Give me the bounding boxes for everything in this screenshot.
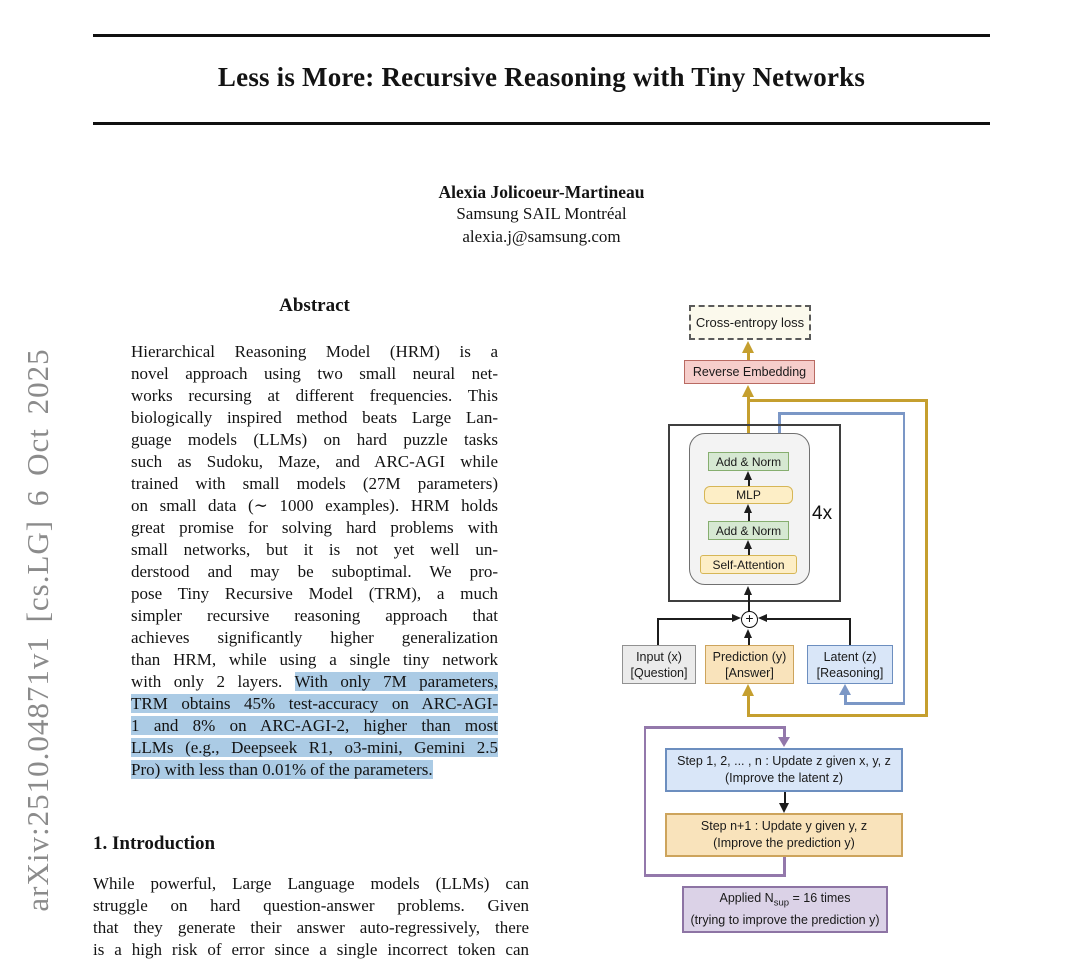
latent-label-line2: [Reasoning] [816, 665, 884, 680]
author-block [93, 181, 990, 248]
text-segment: achieves significantly higher generalization [131, 628, 498, 647]
input-label-line2: [Question] [630, 665, 688, 680]
text-line [131, 759, 498, 781]
highlighted-text: 1 and 8% on ARC-AGI-2, higher than most [131, 716, 498, 735]
applied-nsup-line2: (trying to improve the prediction y) [690, 912, 880, 927]
purple-line [644, 874, 786, 877]
text-segment: guage models (LLMs) on hard puzzle tasks [131, 430, 498, 449]
plus-symbol: + [745, 610, 754, 626]
arrow-up-to-prediction-icon [742, 684, 754, 696]
prediction-label-line1: Prediction (y) [712, 649, 787, 664]
text-line [131, 649, 498, 671]
latent-label-line1: Latent (z) [823, 649, 877, 664]
add-norm-bottom-box [708, 521, 789, 540]
latent-box [807, 645, 893, 684]
arrow-up-to-reverse-embedding-icon [742, 385, 754, 397]
applied-sub: sup [773, 897, 790, 909]
text-line [131, 693, 498, 715]
introduction-text [93, 873, 529, 961]
gold-line [747, 695, 750, 717]
plus-junction [741, 611, 758, 628]
arrow-step-z-to-step-y-icon [779, 803, 789, 813]
text-segment: derstood and may be suboptimal. We pro- [131, 562, 498, 581]
prediction-box [705, 645, 794, 684]
text-line [93, 917, 529, 939]
mlp-label: MLP [736, 488, 761, 502]
mlp-box [704, 486, 793, 504]
text-line [131, 561, 498, 583]
text-line [93, 939, 529, 961]
black-line [766, 618, 851, 620]
add-norm-bottom-label: Add & Norm [715, 523, 782, 538]
step-y-line1: Step n+1 : Update y given y, z [700, 819, 868, 833]
text-segment: such as Sudoku, Maze, and ARC-AGI while [131, 452, 498, 471]
text-line [131, 737, 498, 759]
add-norm-top-label: Add & Norm [715, 454, 782, 469]
black-line [849, 618, 851, 646]
step-z-line1: Step 1, 2, ... , n : Update z given x, y, z [677, 754, 891, 768]
reverse-embedding-box [684, 360, 815, 384]
text-segment: Hierarchical Reasoning Model (HRM) is a [131, 342, 498, 361]
author-affiliation: Samsung SAIL Montréal [456, 204, 627, 223]
self-attention-label: Self-Attention [712, 557, 785, 572]
text-line [131, 341, 498, 363]
top-rule [93, 34, 990, 37]
arxiv-watermark: arXiv:2510.04871v1 [cs.LG] 6 Oct 2025 [20, 348, 55, 912]
text-line [93, 895, 529, 917]
reverse-embedding-label: Reverse Embedding [692, 365, 807, 379]
repeat-4x-label: 4x [812, 503, 833, 524]
text-line [93, 873, 529, 895]
abstract-heading: Abstract [279, 295, 350, 316]
text-line [131, 583, 498, 605]
step-y-line2: (Improve the prediction y) [713, 836, 855, 850]
text-line [131, 495, 498, 517]
text-line [131, 451, 498, 473]
text-line [131, 671, 498, 693]
black-line [657, 618, 659, 646]
text-segment: that they generate their answer auto-regressively, there [93, 918, 529, 937]
arrow-loop-to-step-z-icon [778, 737, 790, 747]
text-segment: small networks, but it is not yet well un- [131, 540, 498, 559]
black-line [657, 618, 734, 620]
text-segment: than HRM, while using a single tiny network [131, 650, 498, 669]
text-line [131, 473, 498, 495]
purple-line [644, 726, 647, 876]
author-name: Alexia Jolicoeur-Martineau [438, 182, 645, 202]
gold-line [747, 714, 928, 717]
applied-pre: Applied N [719, 891, 774, 906]
applied-nsup-box [682, 886, 888, 933]
prediction-label-line2: [Answer] [725, 665, 774, 680]
arrow-addnorm-to-mlp-icon [744, 504, 752, 513]
applied-nsup-line1 [719, 890, 850, 912]
step-y-box [665, 813, 903, 857]
gold-line [747, 399, 928, 402]
page-title: Less is More: Recursive Reasoning with Tiny Networks [217, 62, 866, 92]
text-line [131, 407, 498, 429]
text-segment: great promise for solving hard problems with [131, 518, 498, 537]
add-norm-top-box [708, 452, 789, 471]
step-z-box [665, 748, 903, 792]
text-line [131, 627, 498, 649]
text-segment: struggle on hard question-answer problems. Given [93, 896, 529, 915]
text-segment: on small data (∼ 1000 examples). HRM holds [131, 496, 498, 515]
blue-line [844, 694, 847, 704]
text-segment: simpler recursive reasoning approach that [131, 606, 498, 625]
text-segment: biologically inspired method beats Large Lan- [131, 408, 498, 427]
arrow-plus-to-block-icon [744, 586, 752, 595]
input-label-line1: Input (x) [636, 649, 682, 664]
step-z-line2: (Improve the latent z) [724, 771, 844, 785]
highlighted-text: With only 7M parameters, [294, 672, 499, 691]
cross-entropy-loss-label: Cross-entropy loss [695, 315, 805, 330]
bottom-rule [93, 122, 990, 125]
text-segment: trained with small models (27M parameters) [131, 474, 498, 493]
highlighted-text: Pro) with less than 0.01% of the parameters. [131, 760, 433, 779]
text-segment: with only 2 layers. [131, 672, 295, 691]
text-segment: novel approach using two small neural net- [131, 364, 498, 383]
text-segment: While powerful, Large Language models (LLMs) can [93, 874, 529, 893]
blue-line [903, 412, 906, 704]
abstract-text [131, 341, 498, 781]
highlighted-text: LLMs (e.g., Deepseek R1, o3-mini, Gemini 2.5 [131, 738, 498, 757]
introduction-heading: 1. Introduction [93, 833, 216, 854]
gold-line [747, 352, 750, 360]
arrow-mlp-to-addnorm-icon [744, 471, 752, 480]
blue-line [778, 412, 905, 415]
blue-line [844, 702, 905, 705]
arrow-prediction-to-plus-icon [744, 629, 752, 638]
text-line [131, 605, 498, 627]
self-attention-box [700, 555, 797, 574]
black-line [748, 513, 750, 521]
gold-line [925, 399, 928, 717]
applied-post: = 16 times [789, 891, 851, 906]
text-line [131, 539, 498, 561]
text-segment: works recursing at different frequencies. This [131, 386, 498, 405]
text-line [131, 363, 498, 385]
black-line [748, 638, 750, 645]
purple-line [783, 856, 786, 876]
author-email: alexia.j@samsung.com [462, 226, 621, 246]
text-line [131, 429, 498, 451]
text-segment: is a high risk of error since a single incorrect token can [93, 940, 529, 959]
cross-entropy-loss-box [689, 305, 811, 340]
arrow-input-to-plus-icon [732, 614, 741, 622]
arrow-latent-to-plus-icon [758, 614, 767, 622]
text-line [131, 517, 498, 539]
input-box [622, 645, 696, 684]
text-segment: pose Tiny Recursive Model (TRM), a much [131, 584, 498, 603]
arrow-selfattn-to-addnorm-icon [744, 540, 752, 549]
purple-line [644, 726, 786, 729]
text-line [131, 385, 498, 407]
highlighted-text: TRM obtains 45% test-accuracy on ARC-AGI- [131, 694, 498, 713]
text-line [131, 715, 498, 737]
arrow-up-to-latent-icon [839, 684, 851, 695]
